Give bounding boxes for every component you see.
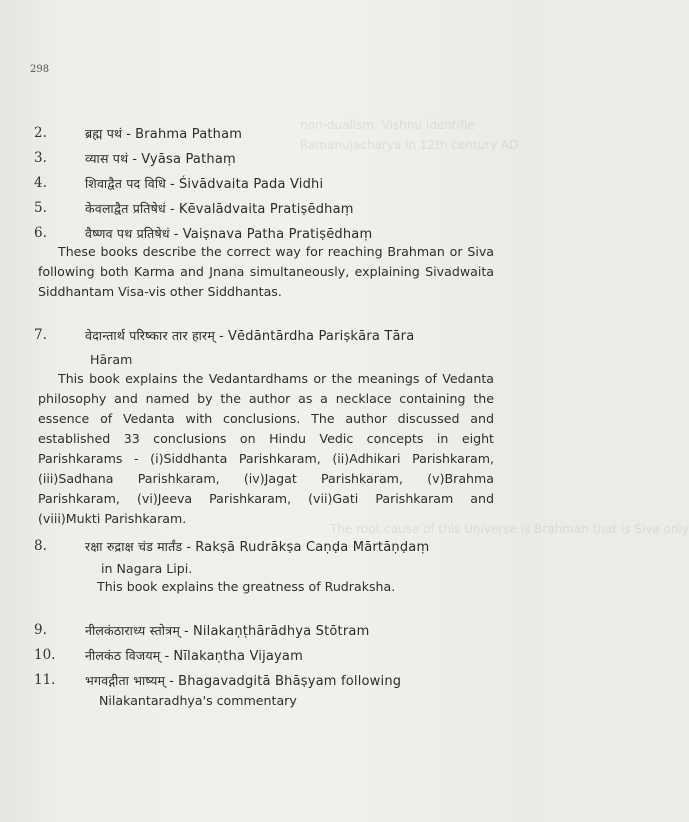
devanagari-title: ब्रह्म पथं bbox=[85, 126, 123, 141]
transliterated-title: Vēdāntārdha Pariṣkāra Tāra bbox=[227, 329, 415, 344]
item-number: 5. bbox=[34, 200, 47, 216]
item-title bbox=[85, 125, 242, 143]
item-title bbox=[85, 175, 323, 193]
bleed-through-text: The root cause of this Universe is Brahman that is Siva only bbox=[330, 522, 689, 536]
transliterated-title: Vaiṣnava Patha Pratiṣēdhaṃ bbox=[182, 227, 373, 242]
transliterated-title: Vyāsa Pathaṃ bbox=[141, 152, 236, 167]
item-note: in Nagara Lipi. bbox=[101, 561, 193, 576]
title-dash: - bbox=[132, 152, 138, 167]
title-continuation: Hāram bbox=[90, 352, 133, 367]
item-title bbox=[85, 538, 429, 556]
item-title bbox=[85, 225, 372, 243]
item-number: 2. bbox=[34, 125, 47, 141]
item-description: Nilakantaradhya's commentary bbox=[99, 693, 297, 708]
title-dash: - bbox=[170, 177, 175, 192]
transliterated-title: Brahma Patham bbox=[135, 127, 243, 142]
title-dash: - bbox=[169, 202, 175, 217]
title-dash: - bbox=[186, 540, 192, 555]
item-number: 7. bbox=[34, 327, 47, 343]
devanagari-title: व्यास पथं bbox=[85, 151, 129, 166]
title-dash: - bbox=[173, 227, 179, 242]
devanagari-title: रक्षा रुद्राक्ष चंड मार्तंड bbox=[85, 539, 183, 554]
item-title bbox=[85, 150, 236, 168]
description-paragraph: These books describe the correct way for reaching Brahman or Siva following both Karma and Jnana simultaneously, explaining Sivadwaita Siddhantam Visa-vis other Siddhantas. bbox=[38, 244, 494, 299]
devanagari-title: शिवाद्वैत पद विधि bbox=[85, 176, 167, 191]
item-number: 6. bbox=[34, 225, 47, 241]
item-title bbox=[85, 200, 354, 218]
devanagari-title: वेदान्तार्थ परिष्कार तार हारम् bbox=[85, 328, 216, 343]
page-number: 298 bbox=[30, 64, 50, 75]
devanagari-title: केवलाद्वैत प्रतिषेधं bbox=[85, 201, 166, 216]
item-number: 11. bbox=[34, 672, 56, 688]
devanagari-title: भगवद्गीता भाष्यम् bbox=[85, 673, 166, 688]
transliterated-title: Rakṣā Rudrākṣa Caṇḍa Mārtāṇḍaṃ bbox=[195, 540, 430, 555]
transliterated-title: Śivādvaita Pada Vidhi bbox=[178, 177, 324, 192]
devanagari-title: नीलकंठाराध्य स्तोत्रम् bbox=[85, 623, 181, 638]
item-title bbox=[85, 327, 414, 345]
description-paragraph: This book explains the Vedantardhams or the meanings of Vedanta philosophy and named by the author as a necklace containing the essence of Vedanta with conclusions. The author discussed and established 33 conclusions on Hindu Vedic concepts in eight Parishkarams - (i)Siddhanta Parishkaram, (ii)Adhikari Parishkaram, (iii)Sadhana Parishkaram, (iv)Jagat Parishkaram, (v)Brahma Parishkaram, (vi)Jeeva Parishkaram, (vii)Gati Parishkaram and (viii)Mukti Parishkaram. bbox=[38, 371, 494, 526]
item-description: This book explains the greatness of Rudraksha. bbox=[97, 579, 396, 594]
transliterated-title: Nilakaṇṭhārādhya Stōtram bbox=[192, 624, 370, 639]
title-dash: - bbox=[184, 624, 189, 639]
item-number: 4. bbox=[34, 175, 47, 191]
bleed-through-text: Ramanujacharya in 12th century AD bbox=[300, 138, 519, 152]
title-dash: - bbox=[219, 329, 224, 344]
transliterated-title: Bhagavadgitā Bhāṣyam following bbox=[178, 674, 402, 689]
transliterated-title: Nīlakaṇtha Vijayam bbox=[173, 649, 303, 664]
item-title bbox=[85, 622, 369, 640]
transliterated-title: Kēvalādvaita Pratiṣēdhaṃ bbox=[178, 202, 354, 217]
devanagari-title: नीलकंठ विजयम् bbox=[85, 648, 161, 663]
title-dash: - bbox=[164, 649, 170, 664]
item-title bbox=[85, 672, 401, 690]
item-number: 3. bbox=[34, 150, 47, 166]
item-number: 8. bbox=[34, 538, 47, 554]
item-number: 9. bbox=[34, 622, 47, 638]
devanagari-title: वैष्णव पथ प्रतिषेधं bbox=[85, 226, 170, 241]
title-dash: - bbox=[169, 674, 175, 689]
title-dash: - bbox=[126, 127, 132, 142]
bleed-through-text: non-dualism, Vishnu identifie bbox=[300, 118, 475, 132]
item-number: 10. bbox=[34, 647, 56, 663]
item-title bbox=[85, 647, 303, 665]
